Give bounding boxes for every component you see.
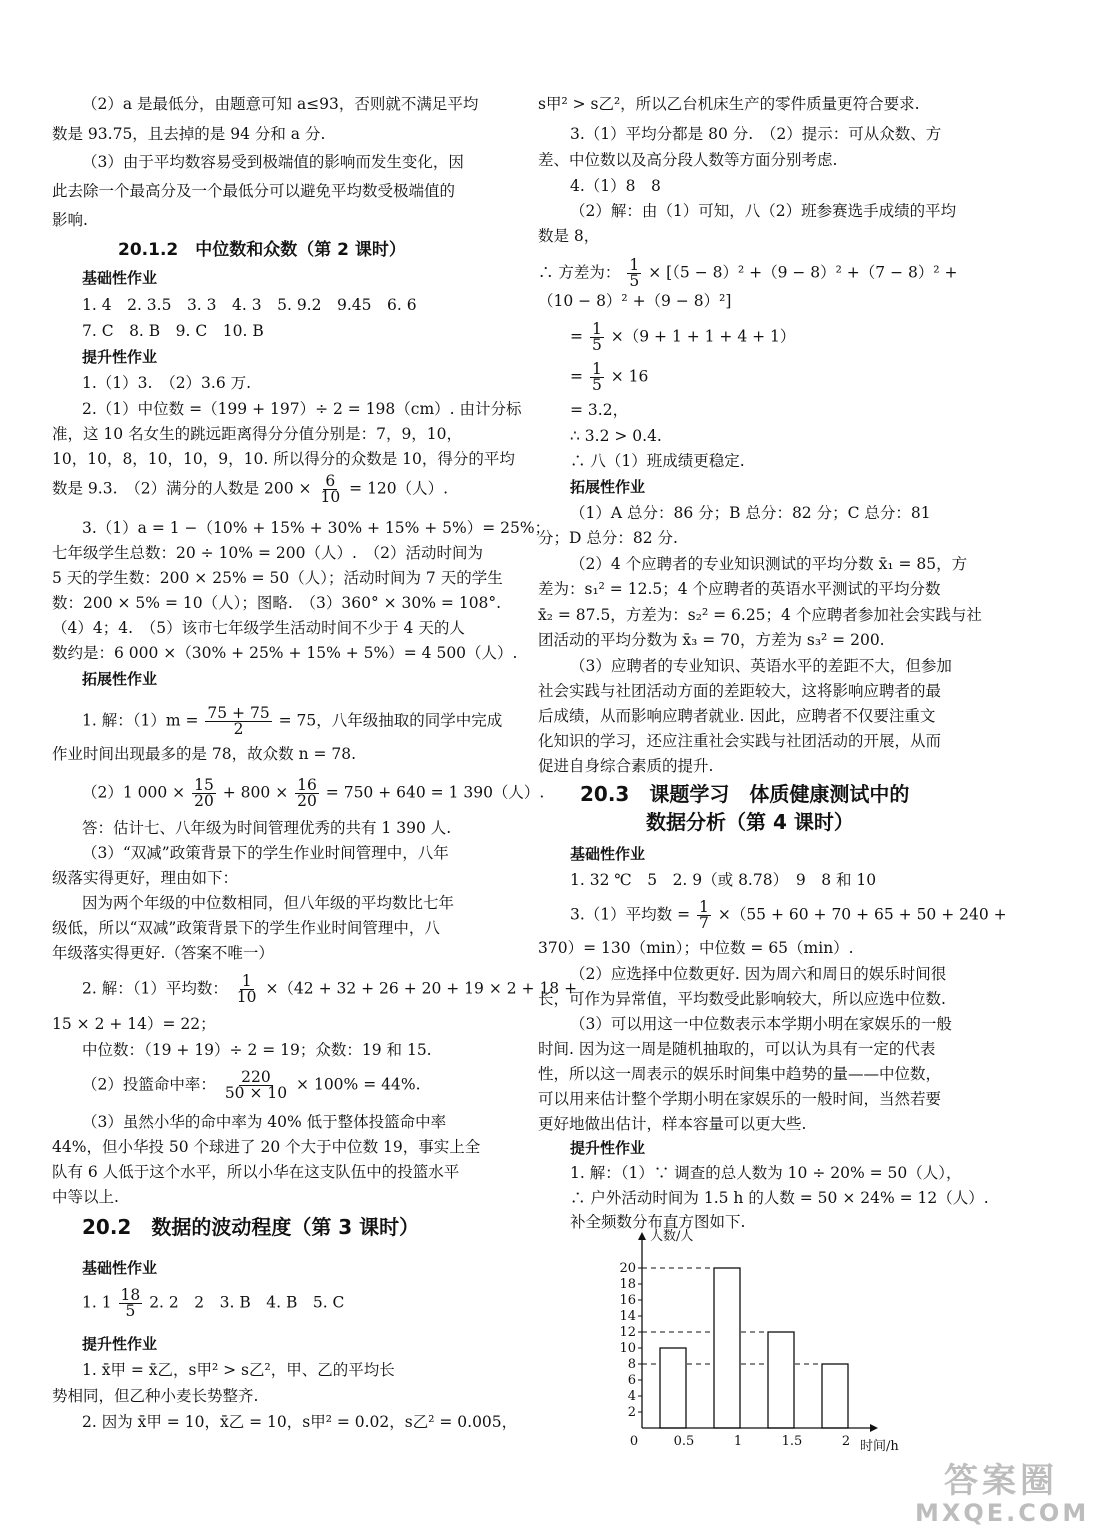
y-tick-label: 20	[619, 1261, 636, 1276]
fraction: $\frac{220}{50 \times 10}$	[224, 1068, 288, 1102]
text-line: 更好地做出估计，样本容量可以更大些.	[538, 1115, 807, 1133]
text-line: 级低，所以“双减”政策背景下的学生作业时间管理中，八	[52, 919, 440, 937]
text-line: （2）解：由（1）可知，八（2）班参赛选手成绩的平均	[570, 202, 957, 220]
text-line: 性，所以这一周表示的娱乐时间集中趋势的量——中位数，	[538, 1065, 942, 1083]
text-line: 后成绩，从而影响应聘者就业. 因此，应聘者不仅要注重文	[538, 707, 936, 725]
text-line: 4.（1）8 8	[570, 177, 661, 195]
text-line: 中位数：（19 + 19）÷ 2 = 19；众数：19 和 15.	[82, 1041, 432, 1059]
text-line: 数约是：6 000 ×（30% + 25% + 15% + 5%）= 4 500（人）.	[52, 644, 518, 662]
text-line: ∴ 八（1）班成绩更稳定.	[570, 452, 745, 470]
text-line: ∴ 3.2 > 0.4.	[570, 427, 662, 445]
histogram-chart	[610, 1228, 920, 1458]
text-line: 时间. 因为这一周是随机抽取的，可以认为具有一定的代表	[538, 1040, 936, 1058]
x-tick-label: 2	[841, 1434, 851, 1449]
text-line: s甲² > s乙²，所以乙台机床生产的零件质量更符合要求.	[538, 95, 920, 113]
subsection-label: 拓展性作业	[570, 478, 646, 496]
subsection-label: 提升性作业	[570, 1139, 646, 1157]
y-tick-label: 2	[627, 1405, 636, 1420]
text-line: （3）由于平均数容易受到极端值的影响而发生变化，因	[82, 153, 464, 171]
text-line: 团活动的平均分数为 x̄₃ = 70，方差为 s₃² = 200.	[538, 631, 885, 649]
watermark-url: MXQE.COM	[915, 1499, 1090, 1527]
text-line: 七年级学生总数：20 ÷ 10% = 200（人）. （2）活动时间为	[52, 544, 483, 562]
text-line: x̄₂ = 87.5，方差为：s₂² = 6.25；4 个应聘者参加社会实践与社	[538, 606, 982, 624]
text-line: （3）可以用这一中位数表示本学期小明在家娱乐的一般	[570, 1015, 952, 1033]
text-line: 1. 4 2. 3.5 3. 3 4. 3 5. 9.2 9.45 6. 6	[82, 296, 417, 314]
text-line: （2）a 是最低分，由题意可知 a≤93，否则就不满足平均	[82, 95, 479, 113]
text-line: 级落实得更好，理由如下：	[52, 869, 239, 887]
y-tick-label: 4	[627, 1389, 636, 1404]
text-line: 15 × 2 + 14）= 22；	[52, 1015, 216, 1033]
fraction: $\frac{1}{5}$	[629, 256, 640, 290]
y-axis-label: 人数/人	[650, 1229, 694, 1244]
fraction: $\frac{15}{20}$	[194, 776, 214, 810]
fraction: $\frac{75 + 75}{2}$	[207, 704, 270, 738]
text-line: 2.（1）中位数 =（199 + 197）÷ 2 = 198（cm）. 由计分标	[82, 400, 522, 418]
text-line: 化知识的学习，还应注重社会实践与社团活动的开展，从而	[538, 732, 942, 750]
text-line: 1.（1）3. （2）3.6 万.	[82, 374, 252, 392]
text-line: 1. 解：（1）∵ 调查的总人数为 10 ÷ 20% = 50（人），	[570, 1164, 962, 1182]
text-line: 准，这 10 名女生的跳远距离得分分值分别是：7，9，10，	[52, 425, 463, 443]
x-tick-label: 1.5	[781, 1434, 803, 1449]
text-line: 分；D 总分：82 分.	[538, 529, 678, 547]
text-line: = 3.2，	[570, 401, 629, 419]
x-tick-label: 0.5	[673, 1434, 695, 1449]
section-heading: 20.2 数据的波动程度（第 3 课时）	[82, 1215, 420, 1239]
text-line: 可以用来估计整个学期小明在家娱乐的一般时间，当然若要	[538, 1090, 942, 1108]
y-axis-arrow	[638, 1232, 646, 1240]
text-line: （4）4；4. （5）该市七年级学生活动时间不少于 4 天的人	[52, 619, 465, 637]
text-line: 作业时间出现最多的是 78，故众数 n = 78.	[52, 745, 357, 763]
math-line: = $\frac{1}{5}$ × 16	[570, 360, 649, 394]
section-heading: 20.3 课题学习 体质健康测试中的	[580, 782, 910, 806]
text-line: 影响.	[52, 211, 88, 229]
subsection-label: 拓展性作业	[82, 670, 158, 688]
text-line: 3.（1）a = 1 −（10% + 15% + 30% + 15% + 5%）= 25%；	[82, 519, 551, 537]
subsection-label: 基础性作业	[82, 1259, 158, 1277]
text-line: 数是 93.75，且去掉的是 94 分和 a 分.	[52, 125, 326, 143]
x-axis-label: 时间/h	[860, 1439, 899, 1454]
y-tick-label: 12	[619, 1325, 636, 1340]
text-line: 队有 6 人低于这个水平，所以小华在这支队伍中的投篮水平	[52, 1163, 460, 1181]
text-line: ∴ 户外活动时间为 1.5 h 的人数 = 50 × 24% = 12（人）.	[570, 1189, 989, 1207]
subsection-label: 基础性作业	[82, 269, 158, 287]
math-line: 1. 解：（1）m = $\frac{75 + 75}{2}$ = 75，八年级抽取的同学中完成	[82, 704, 503, 738]
y-tick-label: 6	[627, 1373, 636, 1388]
text-line: 数是 8，	[538, 227, 600, 245]
text-line: 社会实践与社团活动方面的差距较大，这将影响应聘者的最	[538, 682, 942, 700]
x-axis-arrow	[870, 1424, 878, 1432]
text-line: 2. 因为 x̄甲 = 10，x̄乙 = 10，s甲² = 0.02，s乙² = 0.005，	[82, 1413, 518, 1431]
origin-label: 0	[629, 1434, 639, 1449]
text-line: （2）4 个应聘者的专业知识测试的平均分数 x̄₁ = 85，方	[570, 555, 968, 573]
text-line: 此去除一个最高分及一个最低分可以避免平均数受极端值的	[52, 182, 456, 200]
histogram-bar	[660, 1348, 686, 1428]
math-line: ∴ 方差为： $\frac{1}{5}$ × [（5 − 8）² +（9 − 8）² +（7 − 8）² +	[538, 256, 958, 290]
section-heading: 数据分析（第 4 课时）	[646, 810, 854, 834]
text-line: 10，10，8，10，10，9，10. 所以得分的众数是 10，得分的平均	[52, 450, 515, 468]
math-line: 2. 解：（1）平均数： $\frac{1}{10}$ ×（42 + 32 + 26 + 20 + 19 × 2 + 18 +	[82, 972, 578, 1006]
fraction: $\frac{1}{5}$	[591, 320, 602, 354]
y-tick-label: 8	[627, 1357, 636, 1372]
watermark-logo	[915, 1461, 1090, 1532]
text-line: 差、中位数以及高分段人数等方面分别考虑.	[538, 151, 838, 169]
text-line: 年级落实得更好.（答案不唯一）	[52, 944, 274, 962]
text-line: （2）应选择中位数更好. 因为周六和周日的娱乐时间很	[570, 965, 947, 983]
math-line: 1. 1 $\frac{18}{5}$ 2. 2 2 3. B 4. B 5. C	[82, 1286, 345, 1320]
math-line: （2）1 000 × $\frac{15}{20}$ + 800 × $\frac{16}{20}$ = 750 + 640 = 1 390（人）.	[82, 776, 545, 810]
text-line: 370）= 130（min）；中位数 = 65（min）.	[538, 939, 854, 957]
y-tick-label: 16	[619, 1293, 636, 1308]
fraction: $\frac{16}{20}$	[297, 776, 317, 810]
histogram-bar	[714, 1268, 740, 1428]
text-line: 补全频数分布直方图如下.	[570, 1213, 746, 1231]
histogram-bar	[768, 1332, 794, 1428]
x-tick-label: 1	[733, 1434, 743, 1449]
text-line: 答：估计七、八年级为时间管理优秀的共有 1 390 人.	[82, 819, 452, 837]
text-line: 势相同，但乙种小麦长势整齐.	[52, 1387, 259, 1405]
subsection-label: 基础性作业	[570, 845, 646, 863]
text-line: 数：200 × 5% = 10（人）；图略. （3）360° × 30% = 108°.	[52, 594, 502, 612]
text-line: （3）虽然小华的命中率为 40% 低于整体投篮命中率	[82, 1113, 447, 1131]
y-tick-label: 14	[619, 1309, 636, 1324]
text-line: 差为：s₁² = 12.5；4 个应聘者的英语水平测试的平均分数	[538, 580, 941, 598]
text-line: 3.（1）平均分都是 80 分. （2）提示：可从众数、方	[570, 125, 942, 143]
text-line: （10 − 8）² +（9 − 8）²]	[538, 292, 732, 310]
text-line: 中等以上.	[52, 1188, 119, 1206]
math-line: = $\frac{1}{5}$ ×（9 + 1 + 1 + 4 + 1）	[570, 320, 796, 354]
fraction: $\frac{1}{7}$	[699, 898, 709, 932]
fraction: $\frac{6}{10}$	[320, 472, 341, 506]
text-line: 长，可作为异常值，平均数受此影响较大，所以应选中位数.	[538, 990, 946, 1008]
text-line: （1）A 总分：86 分；B 总分：82 分；C 总分：81	[570, 504, 931, 522]
section-heading: 20.1.2 中位数和众数（第 2 课时）	[118, 240, 406, 260]
text-line: 1. x̄甲 = x̄乙，s甲² > s乙²，甲、乙的平均长	[82, 1361, 395, 1379]
subsection-label: 提升性作业	[82, 1335, 158, 1353]
watermark-text: 答案圈	[944, 1461, 1058, 1501]
y-tick-label: 10	[619, 1341, 636, 1356]
y-tick-label: 18	[619, 1277, 636, 1292]
math-line: 3.（1）平均数 = $\frac{1}{7}$ ×（55 + 60 + 70 + 65 + 50 + 240 +	[570, 898, 1007, 932]
text-line: 1. 32 ℃ 5 2. 9（或 8.78） 9 8 和 10	[570, 871, 877, 889]
text-line: （3）应聘者的专业知识、英语水平的差距不大，但参加	[570, 657, 952, 675]
text-line: 促进自身综合素质的提升.	[538, 757, 714, 775]
fraction: $\frac{1}{5}$	[591, 360, 602, 394]
text-line: 因为两个年级的中位数相同，但八年级的平均数比七年	[82, 894, 455, 912]
text-line: （3）“双减”政策背景下的学生作业时间管理中，八年	[82, 844, 449, 862]
math-line: （2）投篮命中率： $\frac{220}{50 \times 10}$ × 100% = 44%.	[82, 1068, 421, 1102]
fraction: $\frac{1}{10}$	[236, 972, 257, 1006]
subsection-label: 提升性作业	[82, 348, 158, 366]
text-line: 7. C 8. B 9. C 10. B	[82, 322, 264, 340]
text-line: 5 天的学生数：200 × 25% = 50（人）；活动时间为 7 天的学生	[52, 569, 503, 587]
math-line: 数是 9.3. （2）满分的人数是 200 × $\frac{6}{10}$ = 120（人）.	[52, 472, 449, 506]
histogram-bar	[822, 1364, 848, 1428]
fraction: $\frac{18}{5}$	[120, 1286, 141, 1320]
text-line: 44%，但小华投 50 个球进了 20 个大于中位数 19，事实上全	[52, 1138, 481, 1156]
